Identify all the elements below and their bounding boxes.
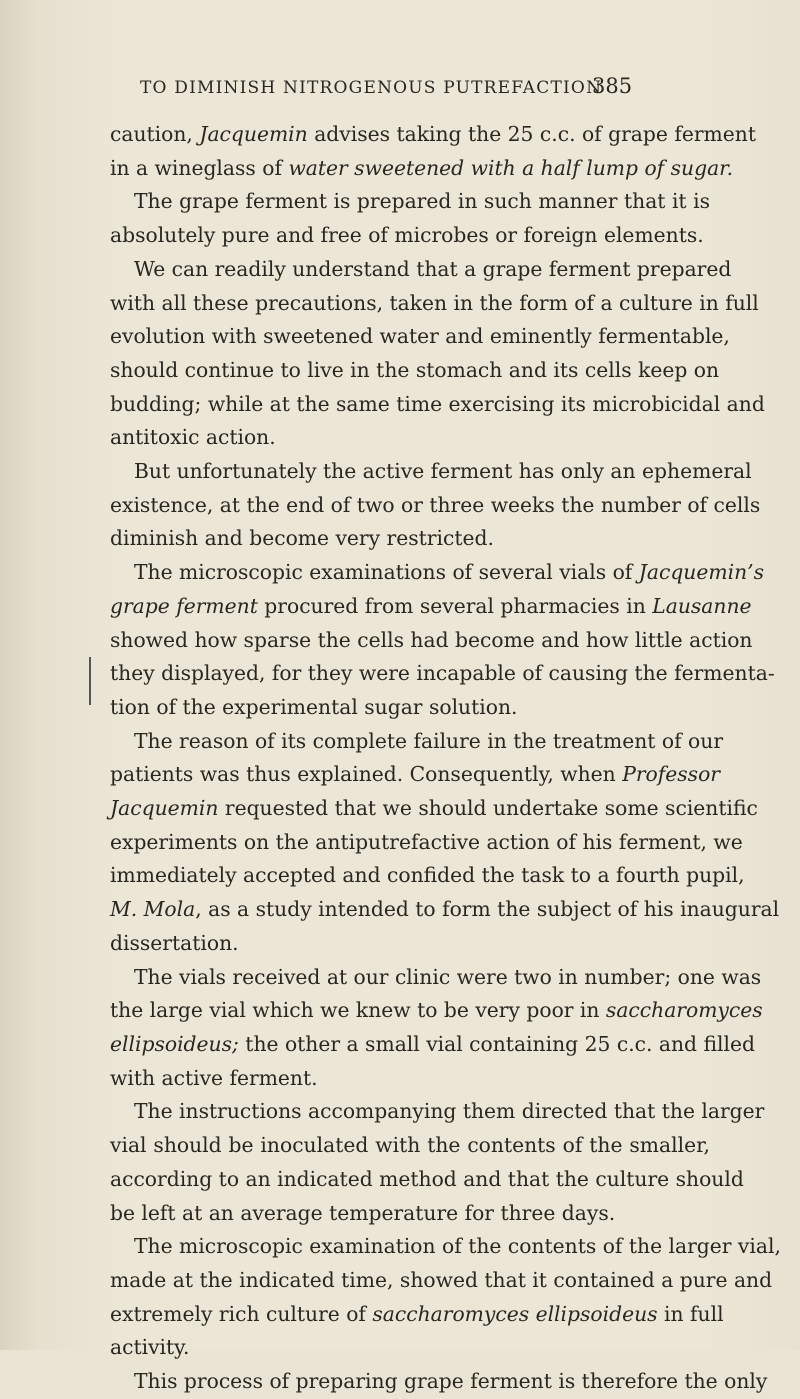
text-line: tion of the experimental sugar solution. (110, 694, 518, 719)
text-line: existence, at the end of two or three weeks the number of cells (110, 492, 761, 517)
text-line: antitoxic action. (110, 425, 276, 450)
text-line: evolution with sweetened water and eminently fermentable, (110, 324, 730, 349)
text-line: showed how sparse the cells had become and how little action (110, 627, 753, 652)
text-line: caution, Jacquemin advises taking the 25 c.c. of grape ferment (110, 122, 756, 146)
text-line: grape ferment procured from several pharmacies in Lausanne (110, 593, 752, 618)
body-text (110, 118, 781, 1399)
text-line: extremely rich culture of saccharomyces ellipsoideus in full (110, 1301, 724, 1326)
text-line: The grape ferment is prepared in such manner that it is (134, 189, 710, 214)
text-line: made at the indicated time, showed that it contained a pure and (110, 1267, 773, 1292)
text-line: dissertation. (110, 930, 239, 955)
text-line: The vials received at our clinic were two in number; one was (134, 964, 762, 989)
text-line: should continue to live in the stomach and its cells keep on (110, 357, 720, 382)
text-line: the large vial which we knew to be very poor in saccharomyces (110, 998, 763, 1023)
text-line: activity. (110, 1335, 190, 1360)
text-line: But unfortunately the active ferment has only an ephemeral (134, 459, 752, 484)
text-line: M. Mola, as a study intended to form the subject of his inaugural (110, 897, 780, 922)
page-header (0, 74, 800, 108)
text-line: The instructions accompanying them directed that the larger (134, 1099, 765, 1124)
text-line: budding; while at the same time exercising its microbicidal and (110, 391, 765, 416)
text-line: The microscopic examination of the contents of the larger vial, (134, 1234, 781, 1259)
text-line: be left at an average temperature for three days. (110, 1200, 616, 1225)
text-line: This process of preparing grape ferment is therefore the only (134, 1369, 768, 1394)
text-line: patients was thus explained. Consequently, when Professor (110, 762, 720, 787)
text-line: The reason of its complete failure in the treatment of our (134, 728, 724, 753)
text-line: in a wineglass of water sweetened with a half lump of sugar. (110, 155, 734, 180)
text-line: ellipsoideus; the other a small vial containing 25 c.c. and filled (110, 1031, 755, 1056)
text-line: absolutely pure and free of microbes or foreign elements. (110, 223, 704, 248)
running-head: TO DIMINISH NITROGENOUS PUTREFACTION (140, 78, 603, 98)
margin-mark (89, 657, 91, 705)
text-line: diminish and become very restricted. (110, 526, 494, 551)
text-line: immediately accepted and confided the task to a fourth pupil, (110, 863, 745, 888)
text-line: with all these precautions, taken in the form of a culture in full (110, 290, 759, 315)
text-line: The microscopic examinations of several vials of Jacquemin’s (134, 560, 764, 585)
text-line: according to an indicated method and that the culture should (110, 1166, 744, 1191)
text-line: Jacquemin requested that we should undertake some scientific (110, 796, 758, 821)
text-line: experiments on the antiputrefactive action of his ferment, we (110, 829, 743, 854)
page-number: 385 (592, 74, 633, 98)
text-line: vial should be inoculated with the contents of the smaller, (110, 1133, 710, 1158)
text-line: We can readily understand that a grape ferment prepared (134, 256, 732, 281)
text-line: with active ferment. (110, 1065, 318, 1090)
text-line: they displayed, for they were incapable of causing the fermenta- (110, 661, 775, 686)
